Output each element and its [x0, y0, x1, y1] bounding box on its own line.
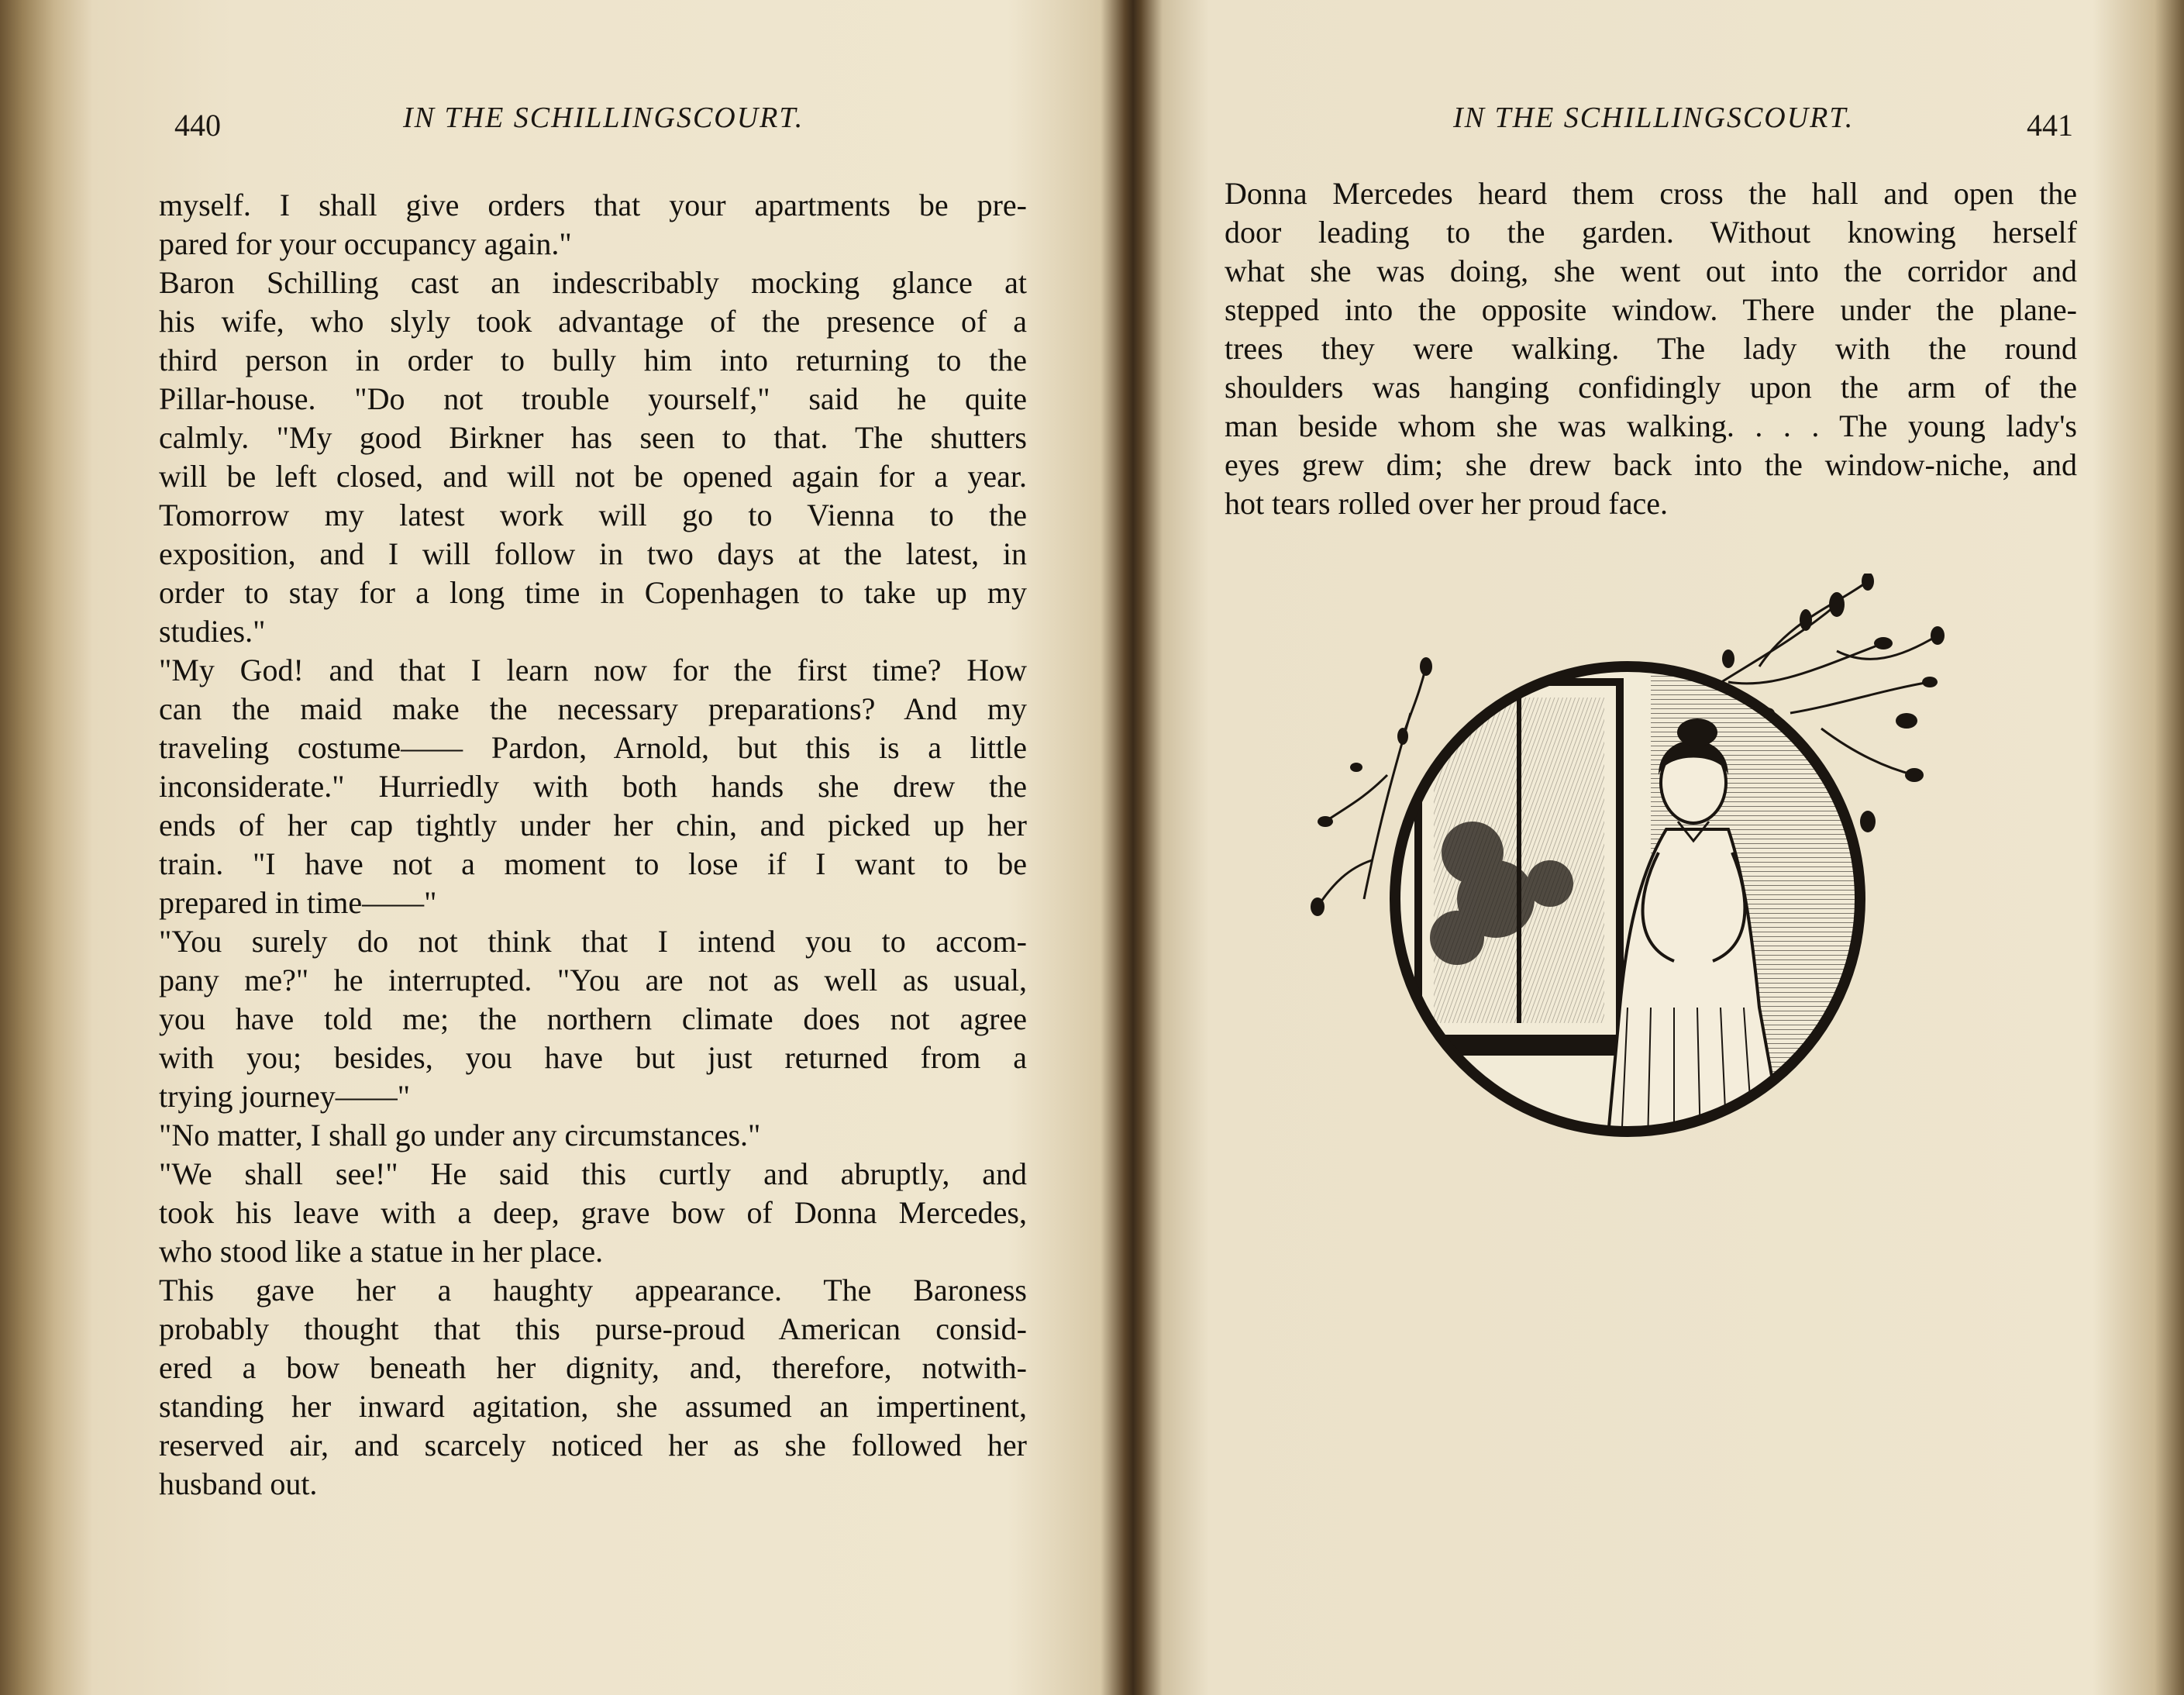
text-line: what she was doing, she went out into the corridor and — [1225, 253, 2077, 288]
text-line: eyes grew dim; she drew back into the window-niche, and — [1225, 447, 2077, 482]
text-line: trees they were walking. The lady with the round — [1225, 331, 2077, 366]
text-line: hot tears rolled over her proud face. — [1225, 486, 1668, 521]
text-line: trying journey——" — [159, 1079, 411, 1114]
text-line: order to stay for a long time in Copenhagen to take up my — [159, 575, 1027, 610]
text-line: his wife, who slyly took advantage of the presence of a — [159, 304, 1027, 339]
text-line: Donna Mercedes heard them cross the hall and open the — [1225, 176, 2077, 211]
text-line: ered a bow beneath her dignity, and, therefore, notwith- — [159, 1350, 1027, 1385]
text-line: pany me?" he interrupted. "You are not as well as usual, — [159, 963, 1027, 997]
engraving-illustration — [1294, 574, 1961, 1178]
page-number: 440 — [174, 108, 221, 143]
text-line: with you; besides, you have but just returned from a — [159, 1040, 1027, 1075]
text-line: who stood like a statue in her place. — [159, 1234, 604, 1269]
text-line: inconsiderate." Hurriedly with both hands she drew the — [159, 769, 1027, 804]
text-line: shoulders was hanging confidingly upon the arm of the — [1225, 370, 2077, 405]
text-line: third person in order to bully him into returning to the — [159, 343, 1027, 377]
text-line: studies." — [159, 614, 266, 649]
text-line: This gave her a haughty appearance. The Baroness — [159, 1273, 1027, 1307]
text-line: "No matter, I shall go under any circumstances." — [159, 1118, 761, 1152]
left-page-body — [159, 186, 1027, 1504]
text-line: door leading to the garden. Without knowing herself — [1225, 215, 2077, 250]
text-line: exposition, and I will follow in two days at the latest, in — [159, 536, 1027, 571]
text-line: husband out. — [159, 1466, 318, 1501]
text-line: Tomorrow my latest work will go to Vienna to the — [159, 498, 1027, 532]
text-line: "My God! and that I learn now for the first time? How — [159, 653, 1027, 687]
text-line: can the maid make the necessary preparations? And my — [159, 691, 1027, 726]
running-head: IN THE SCHILLINGSCOURT. — [1453, 102, 1855, 134]
text-line: calmly. "My good Birkner has seen to that. The shutters — [159, 420, 1027, 455]
text-line: "We shall see!" He said this curtly and abruptly, and — [159, 1156, 1027, 1191]
text-line: took his leave with a deep, grave bow of Donna Mercedes, — [159, 1195, 1027, 1230]
text-line: train. "I have not a moment to lose if I want to be — [159, 846, 1027, 881]
text-line: "You surely do not think that I intend you to accom- — [159, 924, 1027, 959]
text-line: Baron Schilling cast an indescribably mocking glance at — [159, 265, 1027, 300]
bleed-through-text — [1221, 558, 1228, 591]
text-line: man beside whom she was walking. . . . The young lady's — [1225, 408, 2077, 443]
right-page-body — [1225, 174, 2077, 523]
text-line: stepped into the opposite window. There under the plane- — [1225, 292, 2077, 327]
text-line: pared for your occupancy again." — [159, 226, 572, 261]
text-line: myself. I shall give orders that your apartments be pre- — [159, 188, 1027, 222]
text-line: ends of her cap tightly under her chin, and picked up her — [159, 808, 1027, 842]
text-line: Pillar-house. "Do not trouble yourself," said he quite — [159, 381, 1027, 416]
text-line: standing her inward agitation, she assumed an impertinent, — [159, 1389, 1027, 1424]
text-line: probably thought that this purse-proud American consid- — [159, 1311, 1027, 1346]
text-line: you have told me; the northern climate does not agree — [159, 1001, 1027, 1036]
window-scene — [1372, 651, 1914, 1178]
text-line: reserved air, and scarcely noticed her as she followed her — [159, 1428, 1027, 1462]
running-head: IN THE SCHILLINGSCOURT. — [403, 102, 804, 134]
page-number: 441 — [2027, 108, 2073, 143]
text-line: prepared in time——" — [159, 885, 437, 920]
text-line: traveling costume—— Pardon, Arnold, but this is a little — [159, 730, 1027, 765]
text-line: will be left closed, and will not be opened again for a year. — [159, 459, 1027, 494]
